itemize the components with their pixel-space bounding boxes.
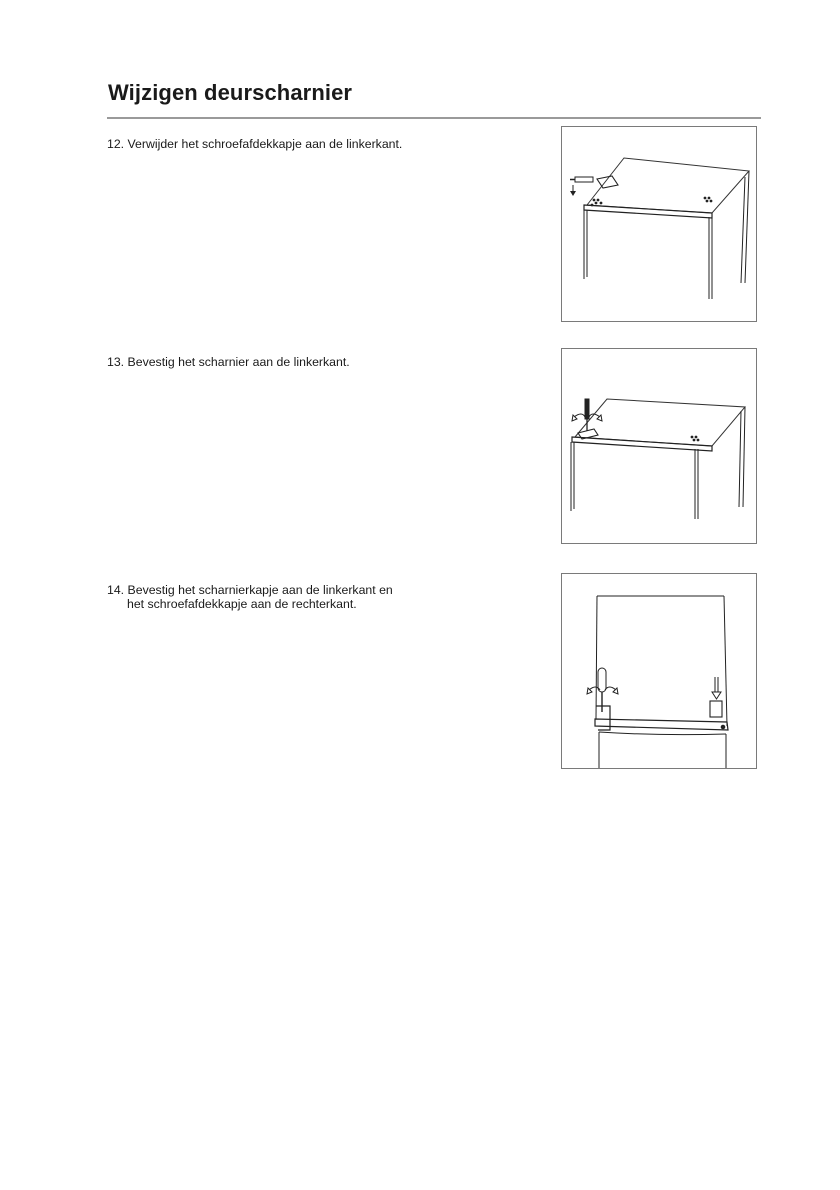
step-14-figure bbox=[561, 573, 757, 769]
step-14 bbox=[107, 583, 393, 611]
step-number: 12. bbox=[107, 137, 125, 151]
step-instruction: Bevestig het scharnierkapje aan de linkerkant en bbox=[127, 583, 393, 597]
step-14-line-2: het schroefafdekkapje aan de rechterkant. bbox=[127, 597, 357, 611]
step-number: 13. bbox=[107, 355, 125, 369]
step-instruction: Bevestig het scharnier aan de linkerkant. bbox=[127, 355, 350, 369]
fix-hinge-illustration bbox=[562, 349, 756, 543]
step-12-text bbox=[107, 137, 402, 151]
attach-covers-illustration bbox=[562, 574, 756, 768]
step-13 bbox=[107, 355, 350, 369]
step-13-figure bbox=[561, 348, 757, 544]
step-12 bbox=[107, 137, 402, 151]
step-13-text bbox=[107, 355, 350, 369]
title-divider bbox=[107, 117, 761, 119]
step-instruction: Verwijder het schroefafdekkapje aan de linkerkant. bbox=[127, 137, 403, 151]
step-14-line-1 bbox=[107, 583, 393, 597]
step-number: 14. bbox=[107, 583, 125, 597]
remove-screw-cover-illustration bbox=[562, 127, 756, 321]
page-title: Wijzigen deurscharnier bbox=[108, 80, 353, 105]
step-12-figure bbox=[561, 126, 757, 322]
